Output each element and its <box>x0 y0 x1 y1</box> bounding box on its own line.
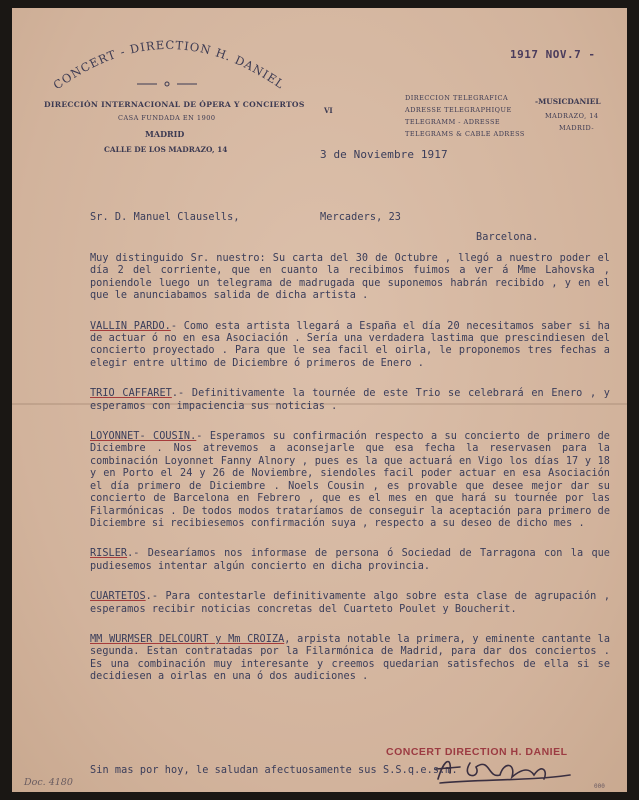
letter-sheet <box>12 8 627 792</box>
telegraph-address-1: -MUSICDANIEL <box>535 97 601 106</box>
paragraph-loyonnet-cousin <box>90 431 610 530</box>
letterhead-founded: CASA FUNDADA EN 1900 <box>118 114 216 122</box>
letterhead-arc-text: CONCERT - DIRECTION H. DANIEL <box>50 37 288 93</box>
archive-reference: Doc. 4180 <box>24 777 73 788</box>
paragraph-wurmser-croiza-heading: MM WURMSER DELCOURT y Mm CROIZA <box>90 633 285 645</box>
telegraph-address-3: MADRID- <box>559 124 595 132</box>
telegraph-line-2: ADRESSE TELEGRAPHIQUE <box>405 106 512 114</box>
paragraph-vallin-pardo <box>90 321 610 371</box>
paragraph-trio-caffaret-text: .- Definitivamente la tournée de este Trio se celebrará en Enero , y esperamos con impaciencia sus noticias . <box>90 388 610 412</box>
letter-date: 3 de Noviembre 1917 <box>320 148 448 161</box>
paragraph-wurmser-croiza-text: , arpista notable la primera, y eminente cantante la segunda. Estan contratadas por la Filarmónica de Madrid, para dar dos conciertos . Es una combinación muy interesante y creemos quedarian satisfechos de ella si se decidiesen a oirlas en una ó dos audiciones . <box>90 633 610 683</box>
paragraph-intro <box>90 253 610 303</box>
recipient-name: Sr. D. Manuel Clausells, <box>90 212 240 223</box>
letterhead-street: CALLE DE LOS MADRAZO, 14 <box>104 145 228 154</box>
paragraph-risler-text: .- Desearíamos nos informase de persona ó Sociedad de Tarragona con la que pudiesemos intentar algún concierto en dicha provincia. <box>90 548 610 572</box>
letterhead-vn-mark: VI <box>324 106 333 115</box>
paragraph-vallin-pardo-heading: VALLIN PARDO. <box>90 320 171 332</box>
telegraph-line-1: DIRECCION TELEGRAFICA <box>405 94 509 102</box>
company-footer-stamp: CONCERT DIRECTION H. DANIEL <box>386 746 568 758</box>
letterhead-arc-title <box>32 28 302 98</box>
telegraph-address-2: MADRAZO, 14 <box>545 112 599 120</box>
letterhead-line1: DIRECCIÓN INTERNACIONAL DE ÓPERA Y CONCIERTOS <box>44 100 305 109</box>
paragraph-cuartetos-heading: CUARTETOS <box>90 591 146 603</box>
edge-mark: 000 <box>594 783 605 790</box>
paragraph-loyonnet-cousin-text: - Esperamos su confirmación respecto a su concierto de primero de Diciembre . Nos atrevemos a aconsejarle que esa fecha la reservasen para la combinación Loyonnet Fanny Alnory , pues es la que actuará en Vigo los días 17 y 18 y en Porto el 24 y 26 de Noviembre, siendoles facil poder actuar en esa Asociación el día primero de Diciembre . Noels Cousin , es provable que desee mejor dar su concierto de Barcelona en Febrero , que es el mes en que hará su tournée por las Filarmónicas . De todos modos trataríamos de conseguir la aceptación para primero de Diciembre si recibiesemos confirmación suya , respecto a su deseo de dicho mes . <box>90 431 610 529</box>
paragraph-loyonnet-cousin-heading: LOYONNET- COUSIN. <box>90 431 197 443</box>
paragraph-wurmser-croiza <box>90 634 610 684</box>
recipient-city: Barcelona. <box>476 232 539 243</box>
paragraph-cuartetos <box>90 591 610 616</box>
paragraph-cuartetos-text: .- Para contestarle definitivamente algo sobre esta clase de agrupación , esperamos recibir noticias concretas del Cuarteto Poulet y Boucherit. <box>90 591 610 615</box>
recipient-street: Mercaders, 23 <box>320 212 402 223</box>
letter-closing: Sin mas por hoy, le saludan afectuosamente sus S.S.q.e.s.m. <box>90 765 458 776</box>
letter-body <box>90 253 610 702</box>
telegraph-line-3: TELEGRAMM - ADRESSE <box>405 118 501 126</box>
received-date-stamp: 1917 NOV.7 - <box>510 48 596 61</box>
paragraph-trio-caffaret <box>90 388 610 413</box>
paragraph-trio-caffaret-heading: TRIO CAFFARET <box>90 388 172 400</box>
handwritten-signature <box>430 749 580 789</box>
paragraph-risler <box>90 548 610 573</box>
telegraph-line-4: TELEGRAMS & CABLE ADRESS <box>405 130 525 138</box>
letterhead-city: MADRID <box>145 129 185 139</box>
paragraph-risler-heading: RISLER <box>90 548 128 560</box>
paragraph-intro-text: Muy distinguido Sr. nuestro: Su carta del 30 de Octubre , llegó a nuestro poder el día 2 del corriente, que en cuanto la recibimos fuimos a ver á Mme Lahovska , poniendole luego un telegrama de madrugada que suponemos habrán recibido , y en el que le anunciabamos salida de dicha artista . <box>90 253 610 302</box>
paragraph-vallin-pardo-text: - Como esta artista llegará a España el día 20 necesitamos saber si ha de actuar ó no en esa Asociación . Sería una verdadera lastima que prescindiesen del concierto proyectado . Para que le sea facil el oirla, le proponemos tres fechas a elegir entre ultimo de Diciembre ó primeros de Enero . <box>90 320 610 369</box>
